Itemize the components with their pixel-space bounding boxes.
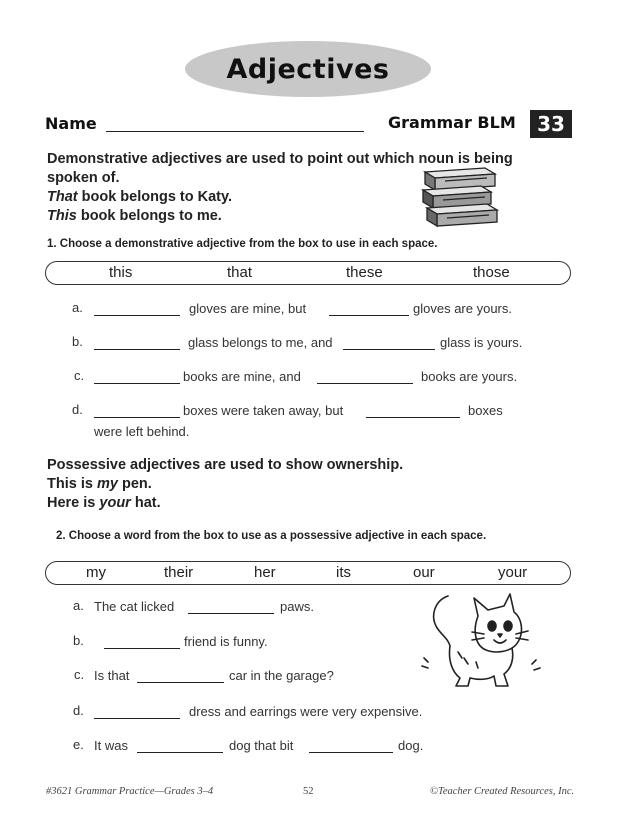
title-banner [185,41,431,97]
blm-number-badge: 33 [530,110,572,138]
answer-blank[interactable] [366,417,460,418]
answer-blank[interactable] [329,315,409,316]
answer-blank[interactable] [94,315,180,316]
instruction-1: 1. Choose a demonstrative adjective from the box to use in each space. [47,238,438,250]
word-that: that [227,264,253,281]
word-our: our [413,564,435,581]
word-its: its [336,564,351,581]
answer-blank[interactable] [309,752,393,753]
footer-left: #3621 Grammar Practice—Grades 3–4 [46,786,214,797]
word-their: their [164,564,194,581]
page-title: Adjectives [226,53,390,85]
word-her: her [254,564,276,581]
word-my: my [86,564,106,581]
footer-right: ©Teacher Created Resources, Inc. [430,786,575,797]
answer-blank[interactable] [94,417,180,418]
word-your: your [498,564,528,581]
answer-blank[interactable] [137,682,224,683]
demonstrative-word-box [45,261,571,285]
answer-blank[interactable] [343,349,435,350]
answer-blank[interactable] [104,648,180,649]
name-label: Name [45,114,97,133]
possessive-rule: Possessive adjectives are used to show ownership. This is my pen. Here is your hat. [47,457,404,511]
instruction-2: 2. Choose a word from the box to use as a possessive adjective in each space. [56,530,487,542]
blm-label: Grammar BLM [388,113,516,132]
possessive-word-box [45,561,571,585]
page-number: 52 [303,786,314,797]
cat-illustration-icon [418,588,546,692]
word-these: these [346,264,383,281]
answer-blank[interactable] [137,752,223,753]
answer-blank[interactable] [188,613,274,614]
answer-blank[interactable] [94,383,180,384]
name-field-line[interactable] [106,131,364,132]
answer-blank[interactable] [94,349,180,350]
answer-blank[interactable] [317,383,413,384]
word-those: those [473,264,510,281]
demonstrative-rule: Demonstrative adjectives are used to point out which noun is being spoken of. That book belongs to Katy. This book belongs to me. [47,151,513,224]
word-this: this [109,264,133,281]
stack-of-books-icon [415,166,503,236]
answer-blank[interactable] [94,718,180,719]
